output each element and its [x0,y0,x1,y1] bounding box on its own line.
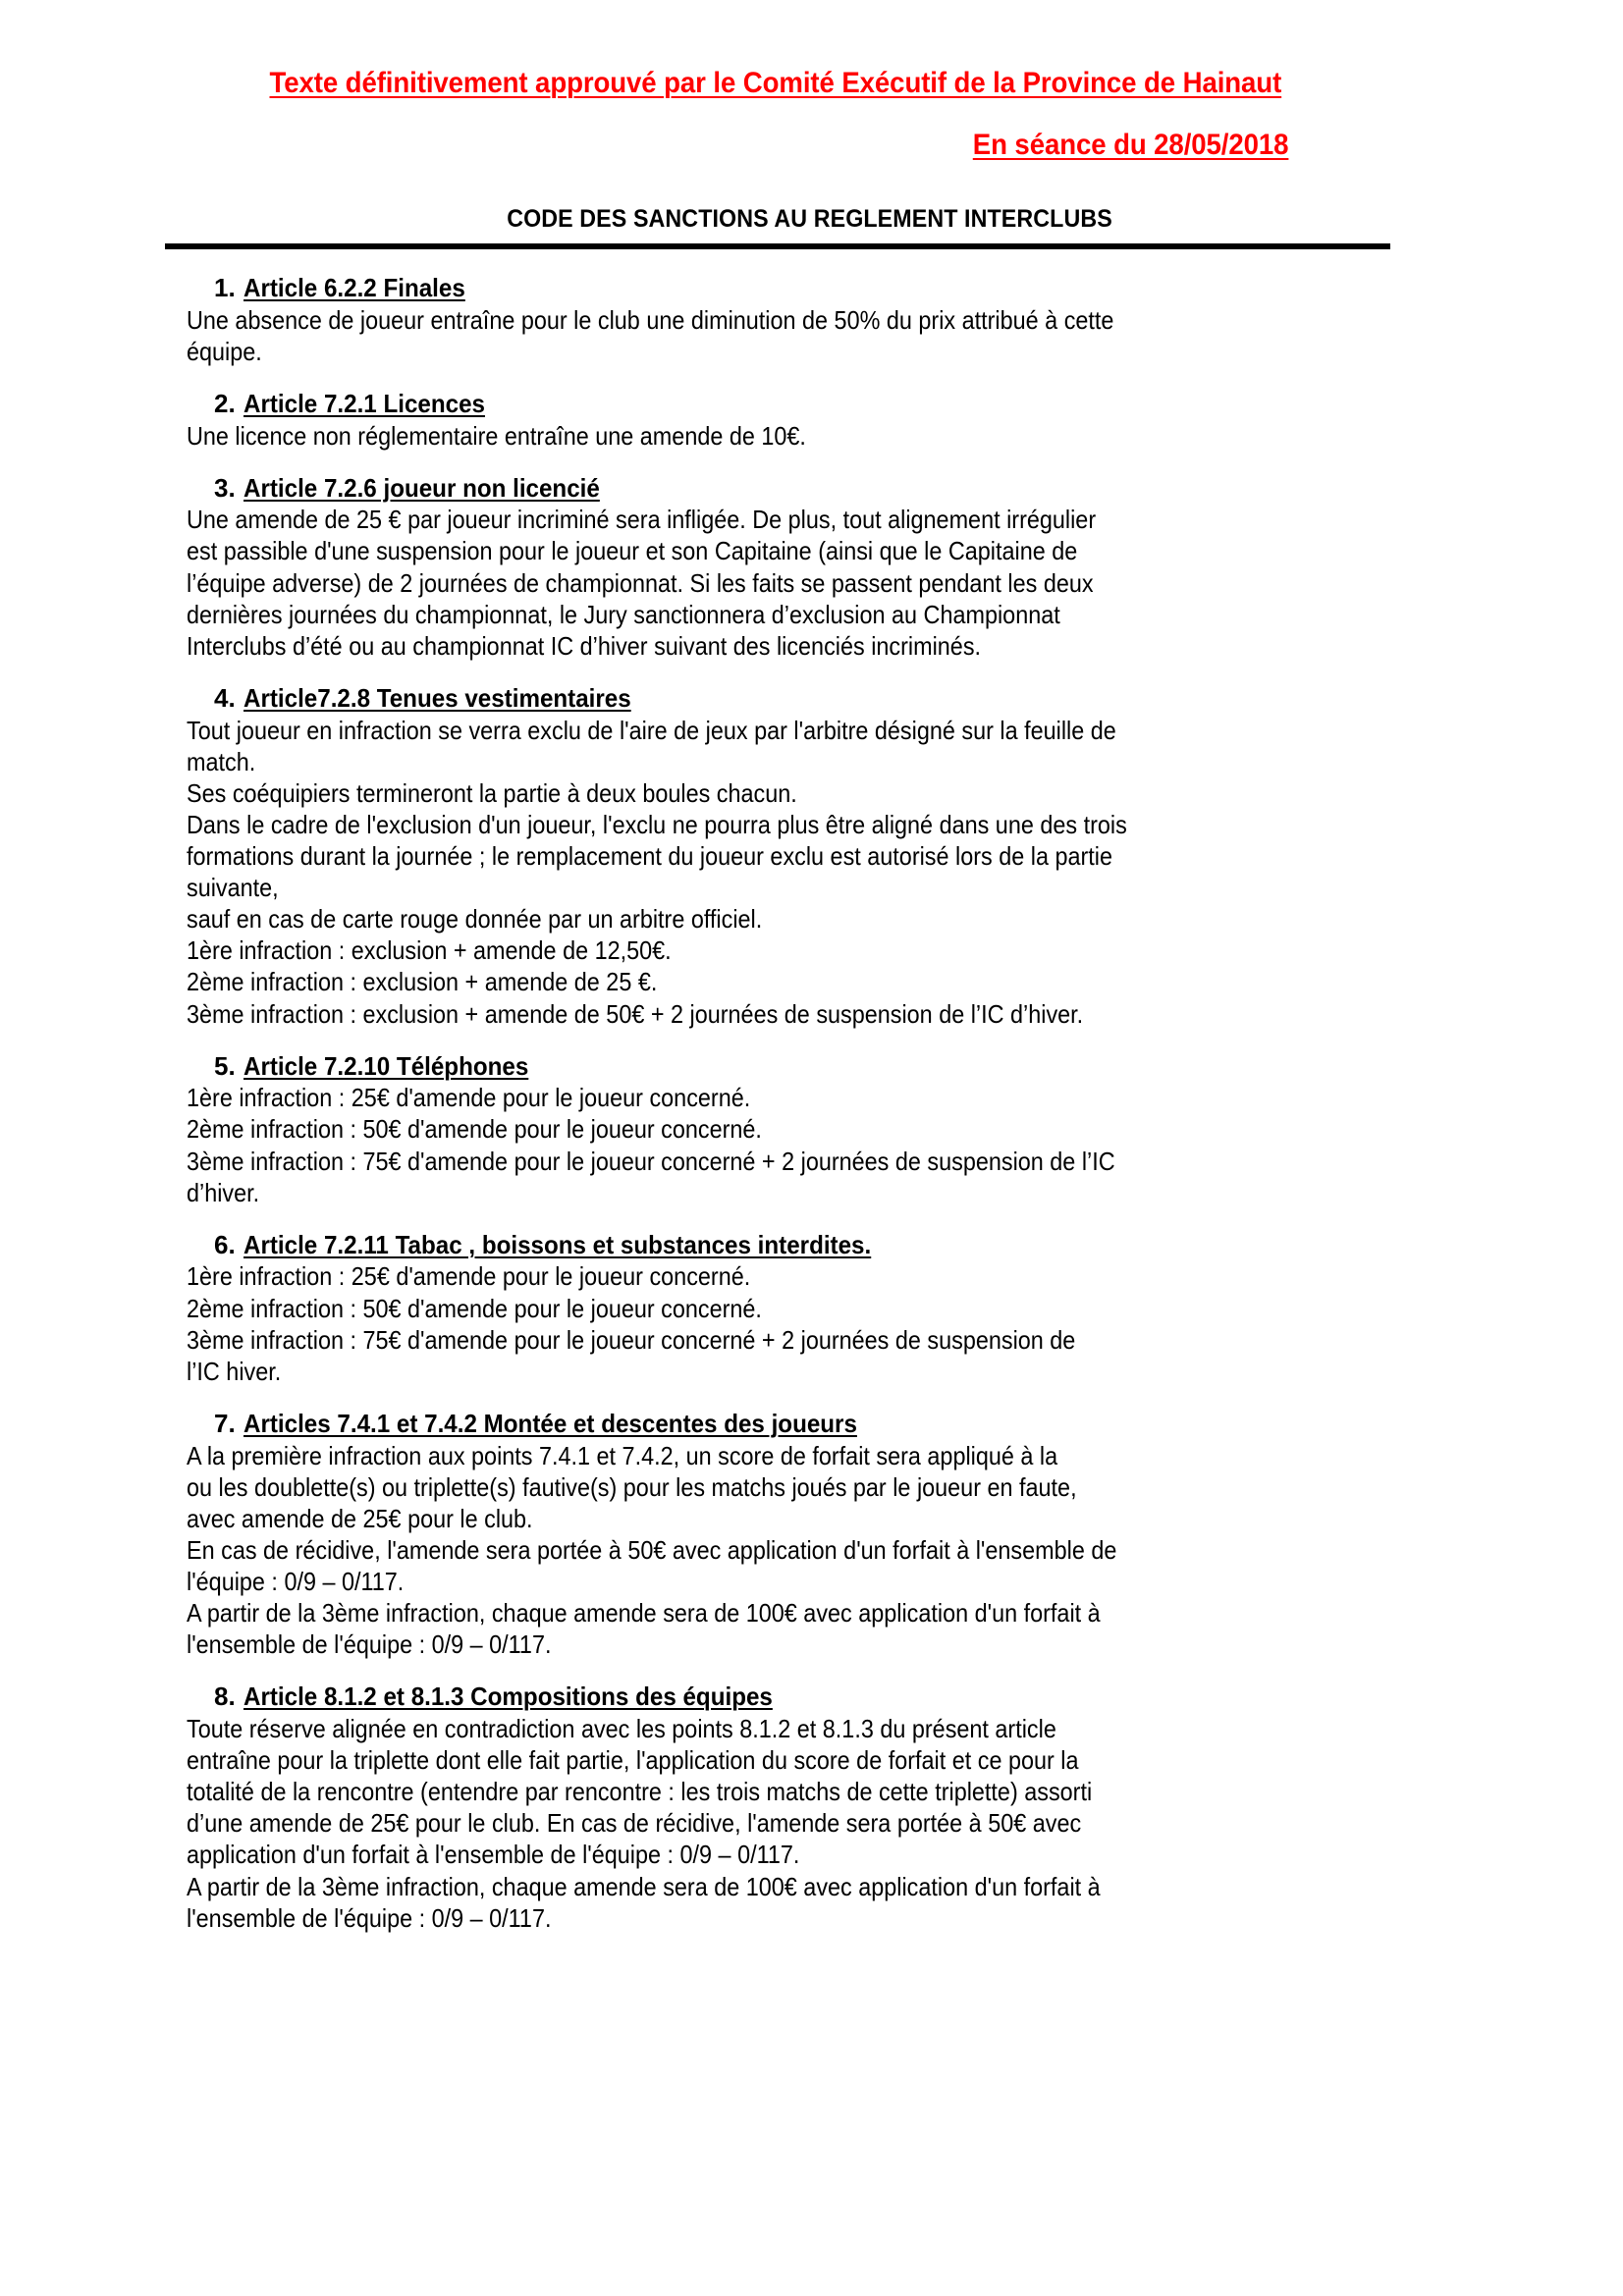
article-title: Article 6.2.2 Finales [243,273,465,302]
article-number: 5. [214,1050,236,1081]
article-number: 2. [214,388,236,418]
article-heading [187,1682,1414,1712]
article-body-line: Toute réserve alignée en contradiction avec les points 8.1.2 et 8.1.3 du présent article [187,1713,1056,1743]
article-body [187,1082,1414,1207]
article-body-line: 1ère infraction : 25€ d'amende pour le joueur concerné. [187,1261,751,1292]
article-body [187,420,1414,452]
article-body-line: Tout joueur en infraction se verra exclu de l'aire de jeux par l'arbitre désigné sur la feuille de [187,715,1116,745]
article-body-line: Une amende de 25 € par joueur incriminé sera infligée. De plus, tout alignement irrégulier [187,505,1097,535]
article-heading [187,1409,1414,1439]
article-number: 7. [214,1408,236,1438]
document-title-container [187,205,1414,234]
article-body-line: En cas de récidive, l'amende sera portée à 50€ avec application d'un forfait à l'ensemble de [187,1534,1117,1565]
article-section [187,1230,1414,1387]
article-body-line: 3ème infraction : exclusion + amende de 50€ + 2 journées de suspension de l’IC d’hiver. [187,998,1084,1029]
article-body-line: Une absence de joueur entraîne pour le club une diminution de 50% du prix attribué à cette [187,304,1114,335]
article-body-line: l'équipe : 0/9 – 0/117. [187,1566,405,1596]
article-body-line: Dans le cadre de l'exclusion d'un joueur, l'exclu ne pourra plus être aligné dans une des trois [187,809,1127,839]
article-body [187,504,1414,662]
article-body-line: 2ème infraction : 50€ d'amende pour le joueur concerné. [187,1293,762,1323]
article-body [187,1440,1414,1661]
article-body-line: Ses coéquipiers termineront la partie à deux boules chacun. [187,777,797,808]
article-body [187,715,1414,1030]
article-heading [187,273,1414,303]
sections-container [187,273,1414,1934]
article-body-line: suivante, [187,873,279,903]
article-body [187,1713,1414,1934]
article-title: Article 8.1.2 et 8.1.3 Compositions des équipes [243,1682,773,1712]
article-title: Article 7.2.1 Licences [243,388,485,418]
article-section [187,273,1414,367]
article-section [187,1051,1414,1208]
article-body-line: d’hiver. [187,1177,260,1207]
article-body-line: l'ensemble de l'équipe : 0/9 – 0/117. [187,1902,552,1933]
article-body-line: d’une amende de 25€ pour le club. En cas de récidive, l'amende sera portée à 50€ avec [187,1808,1082,1839]
article-body-line: ou les doublette(s) ou triplette(s) fautive(s) pour les matchs joués par le joueur en faute, [187,1471,1077,1502]
article-section [187,1682,1414,1933]
article-body-line: application d'un forfait à l'ensemble de l'équipe : 0/9 – 0/117. [187,1840,800,1870]
page-title: CODE DES SANCTIONS AU REGLEMENT INTERCLUBS [507,205,1113,233]
article-number: 6. [214,1229,236,1259]
article-body-line: Interclubs d’été ou au championnat IC d’hiver suivant des licenciés incriminés. [187,630,982,661]
article-title: Article 7.2.6 joueur non licencié [243,472,600,503]
article-body-line: 2ème infraction : 50€ d'amende pour le joueur concerné. [187,1114,762,1145]
article-section [187,389,1414,452]
article-body-line: 2ème infraction : exclusion + amende de 25 €. [187,967,658,997]
article-heading [187,1230,1414,1260]
article-heading [187,473,1414,504]
article-title: Article 7.2.11 Tabac , boissons et substances interdites. [243,1229,872,1259]
document-body [187,0,1414,1934]
article-number: 8. [214,1682,236,1712]
approval-header-line-2 [187,129,1316,163]
article-body-line: 1ère infraction : exclusion + amende de 12,50€. [187,935,672,966]
article-body-line: l’IC hiver. [187,1356,282,1386]
article-body-line: sauf en cas de carte rouge donnée par un arbitre officiel. [187,904,763,934]
article-section [187,1409,1414,1660]
article-body-line: A la première infraction aux points 7.4.1 et 7.4.2, un score de forfait sera appliqué à la [187,1440,1058,1470]
approval-header-line-2-text: En séance du 28/05/2018 [972,128,1289,161]
article-body-line: Une licence non réglementaire entraîne une amende de 10€. [187,420,806,451]
article-body-line: avec amende de 25€ pour le club. [187,1503,533,1533]
article-section [187,683,1414,1030]
article-body-line: A partir de la 3ème infraction, chaque amende sera de 100€ avec application d'un forfait à [187,1871,1101,1901]
article-body-line: l'ensemble de l'équipe : 0/9 – 0/117. [187,1629,552,1660]
article-body-line: totalité de la rencontre (entendre par rencontre : les trois matchs de cette triplette) assorti [187,1777,1093,1807]
article-section [187,473,1414,662]
title-divider-rule [165,243,1390,249]
article-body-line: formations durant la journée ; le remplacement du joueur exclu est autorisé lors de la partie [187,841,1113,871]
article-number: 3. [214,472,236,503]
article-body-line: 1ère infraction : 25€ d'amende pour le joueur concerné. [187,1083,751,1113]
article-body-line: l’équipe adverse) de 2 journées de championnat. Si les faits se passent pendant les deux [187,567,1094,598]
article-heading [187,683,1414,714]
article-number: 4. [214,682,236,713]
article-number: 1. [214,273,236,302]
article-title: Article 7.2.10 Téléphones [243,1050,529,1081]
article-body-line: est passible d'une suspension pour le joueur et son Capitaine (ainsi que le Capitaine de [187,536,1078,566]
article-body [187,304,1414,367]
article-heading [187,1051,1414,1082]
article-body-line: équipe. [187,336,262,366]
article-body [187,1260,1414,1386]
article-title: Article7.2.8 Tenues vestimentaires [243,682,631,713]
article-body-line: entraîne pour la triplette dont elle fait partie, l'application du score de forfait et ce pour la [187,1745,1079,1776]
article-body-line: A partir de la 3ème infraction, chaque amende sera de 100€ avec application d'un forfait à [187,1598,1101,1629]
article-heading [187,389,1414,419]
article-body-line: match. [187,746,256,776]
article-body-line: 3ème infraction : 75€ d'amende pour le joueur concerné + 2 journées de suspension de l’IC [187,1146,1115,1176]
approval-header-line-1-text: Texte définitivement approuvé par le Comité Exécutif de la Province de Hainaut [269,67,1282,99]
article-title: Articles 7.4.1 et 7.4.2 Montée et descentes des joueurs [243,1408,857,1438]
article-body-line: dernières journées du championnat, le Jury sanctionnera d’exclusion au Championnat [187,599,1060,629]
approval-header-line-1 [187,67,1316,101]
article-body-line: 3ème infraction : 75€ d'amende pour le joueur concerné + 2 journées de suspension de [187,1324,1076,1355]
